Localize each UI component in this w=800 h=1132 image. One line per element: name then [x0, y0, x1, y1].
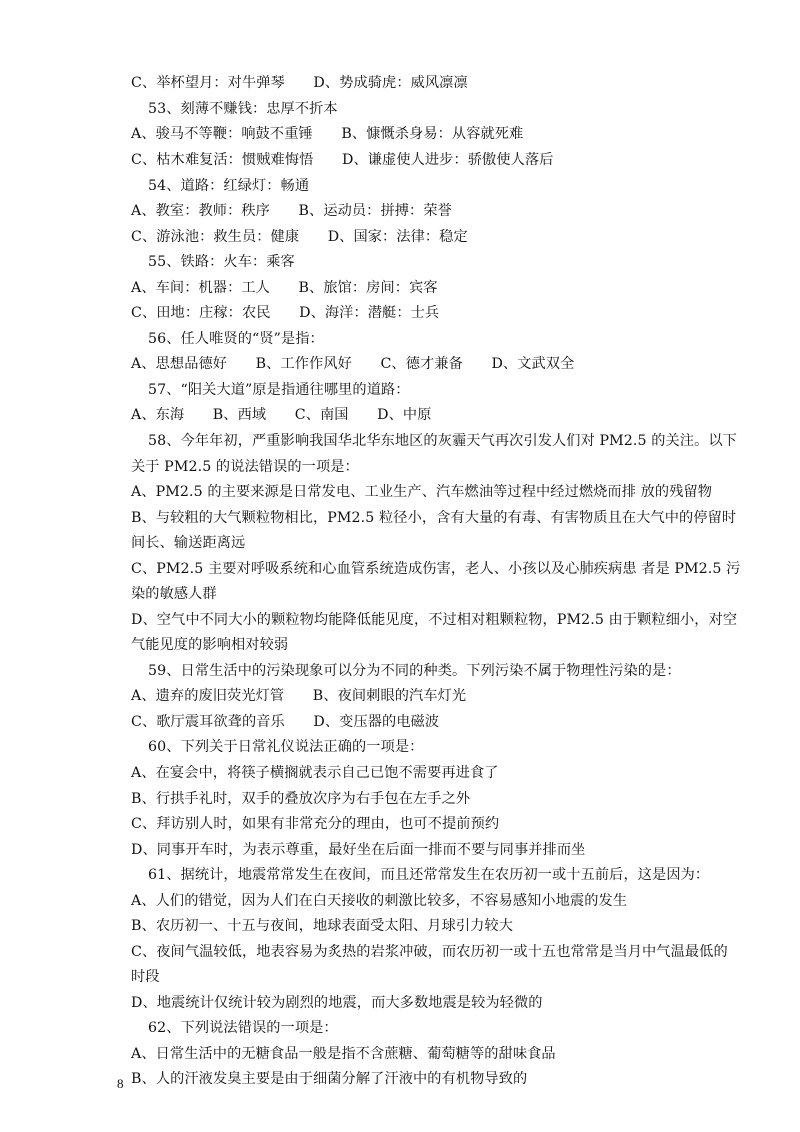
text-line: 61、据统计，地震常常发生在夜间，而且还常常发生在农历初一或十五前后，这是因为：	[148, 867, 710, 883]
text-line: 59、日常生活中的污染现象可以分为不同的种类。下列污染不属于物理性污染的是：	[148, 663, 681, 679]
text-line: A、日常生活中的无糖食品一般是指不含蔗糖、葡萄糖等的甜味食品	[131, 1046, 556, 1062]
text-line: 58、今年年初，严重影响我国华北华东地区的灰霾天气再次引发人们对 PM2.5 的关注。以下	[148, 433, 737, 449]
text-line: B、农历初一、十五与夜间，地球表面受太阳、月球引力较大	[131, 918, 514, 934]
text-line: B、人的汗液发臭主要是由于细菌分解了汗液中的有机物导致的	[131, 1071, 528, 1087]
text-line: B、与较粗的大气颗粒物相比，PM2.5 粒径小，含有大量的有毒、有害物质且在大气中的停留时	[131, 510, 737, 526]
page-number: 8	[117, 1076, 124, 1091]
text-line: A、PM2.5 的主要来源是日常发电、工业生产、汽车燃油等过程中经过燃烧而排 放的残留物	[131, 484, 713, 500]
text-line: 53、刻薄不赚钱：忠厚不折本	[148, 101, 338, 117]
text-line: 时段	[131, 969, 160, 985]
text-line: A、车间：机器：工人 B、旅馆：房间：宾客	[131, 280, 438, 296]
text-line: D、空气中不同大小的颗粒物均能降低能见度，不过相对粗颗粒物，PM2.5 由于颗粒细小，对空	[131, 612, 738, 628]
text-line: C、拜访别人时，如果有非常充分的理由，也可不提前预约	[131, 816, 500, 832]
text-line: C、游泳池：救生员：健康 D、国家：法律：稳定	[131, 229, 468, 245]
text-line: A、在宴会中，将筷子横搁就表示自己已饱不需要再进食了	[131, 765, 499, 781]
text-line: D、同事开车时，为表示尊重，最好坐在后面一排而不要与同事并排而坐	[131, 842, 586, 858]
text-line: A、教室：教师：秩序 B、运动员：拼搏：荣誉	[131, 203, 452, 219]
text-line: C、夜间气温较低，地表容易为炙热的岩浆冲破，而农历初一或十五也常常是当月中气温最低的	[131, 944, 728, 960]
text-line: A、思想品德好 B、工作作风好 C、德才兼备 D、文武双全	[131, 356, 575, 372]
text-line: 60、下列关于日常礼仪说法正确的一项是：	[148, 739, 424, 755]
text-line: C、PM2.5 主要对呼吸系统和心血管系统造成伤害，老人、小孩以及心肺疾病患 者是 PM2.5 污	[131, 561, 741, 577]
text-line: C、歌厅震耳欲聋的音乐 D、变压器的电磁波	[131, 714, 440, 730]
text-line: A、人们的错觉，因为人们在白天接收的刺激比较多，不容易感知小地震的发生	[131, 893, 628, 909]
text-line: 57、“阳关大道”原是指通往哪里的道路：	[148, 382, 410, 398]
text-line: 间长、输送距离远	[131, 535, 246, 551]
text-line: D、地震统计仅统计较为剧烈的地震，而大多数地震是较为轻微的	[131, 995, 543, 1011]
text-line: B、行拱手礼时，双手的叠放次序为右手包在左手之外	[131, 791, 471, 807]
text-line: 54、道路：红绿灯：畅通	[148, 178, 310, 194]
text-line: A、骏马不等鞭：响鼓不重锤 B、慷慨杀身易：从容就死难	[131, 126, 524, 142]
text-line: A、遗弃的废旧荧光灯管 B、夜间刺眼的汽车灯光	[131, 688, 467, 704]
text-line: 56、任人唯贤的“贤”是指：	[148, 331, 324, 347]
text-line: 55、铁路：火车：乘客	[148, 254, 295, 270]
text-line: 染的敏感人群	[131, 586, 217, 602]
text-line: 关于 PM2.5 的说法错误的一项是：	[131, 459, 359, 475]
text-line: 气能见度的影响相对较弱	[131, 637, 289, 653]
text-line: C、田地：庄稼：农民 D、海洋：潜艇：士兵	[131, 305, 440, 321]
text-line: 62、下列说法错误的一项是：	[148, 1020, 338, 1036]
text-line: C、举杯望月：对牛弹琴 D、势成骑虎：威风凛凛	[131, 75, 468, 91]
text-line: C、枯木难复活：惯贼难悔悟 D、谦虚使人进步：骄傲使人落后	[131, 152, 554, 168]
text-line: A、东海 B、西域 C、南国 D、中原	[131, 407, 432, 423]
